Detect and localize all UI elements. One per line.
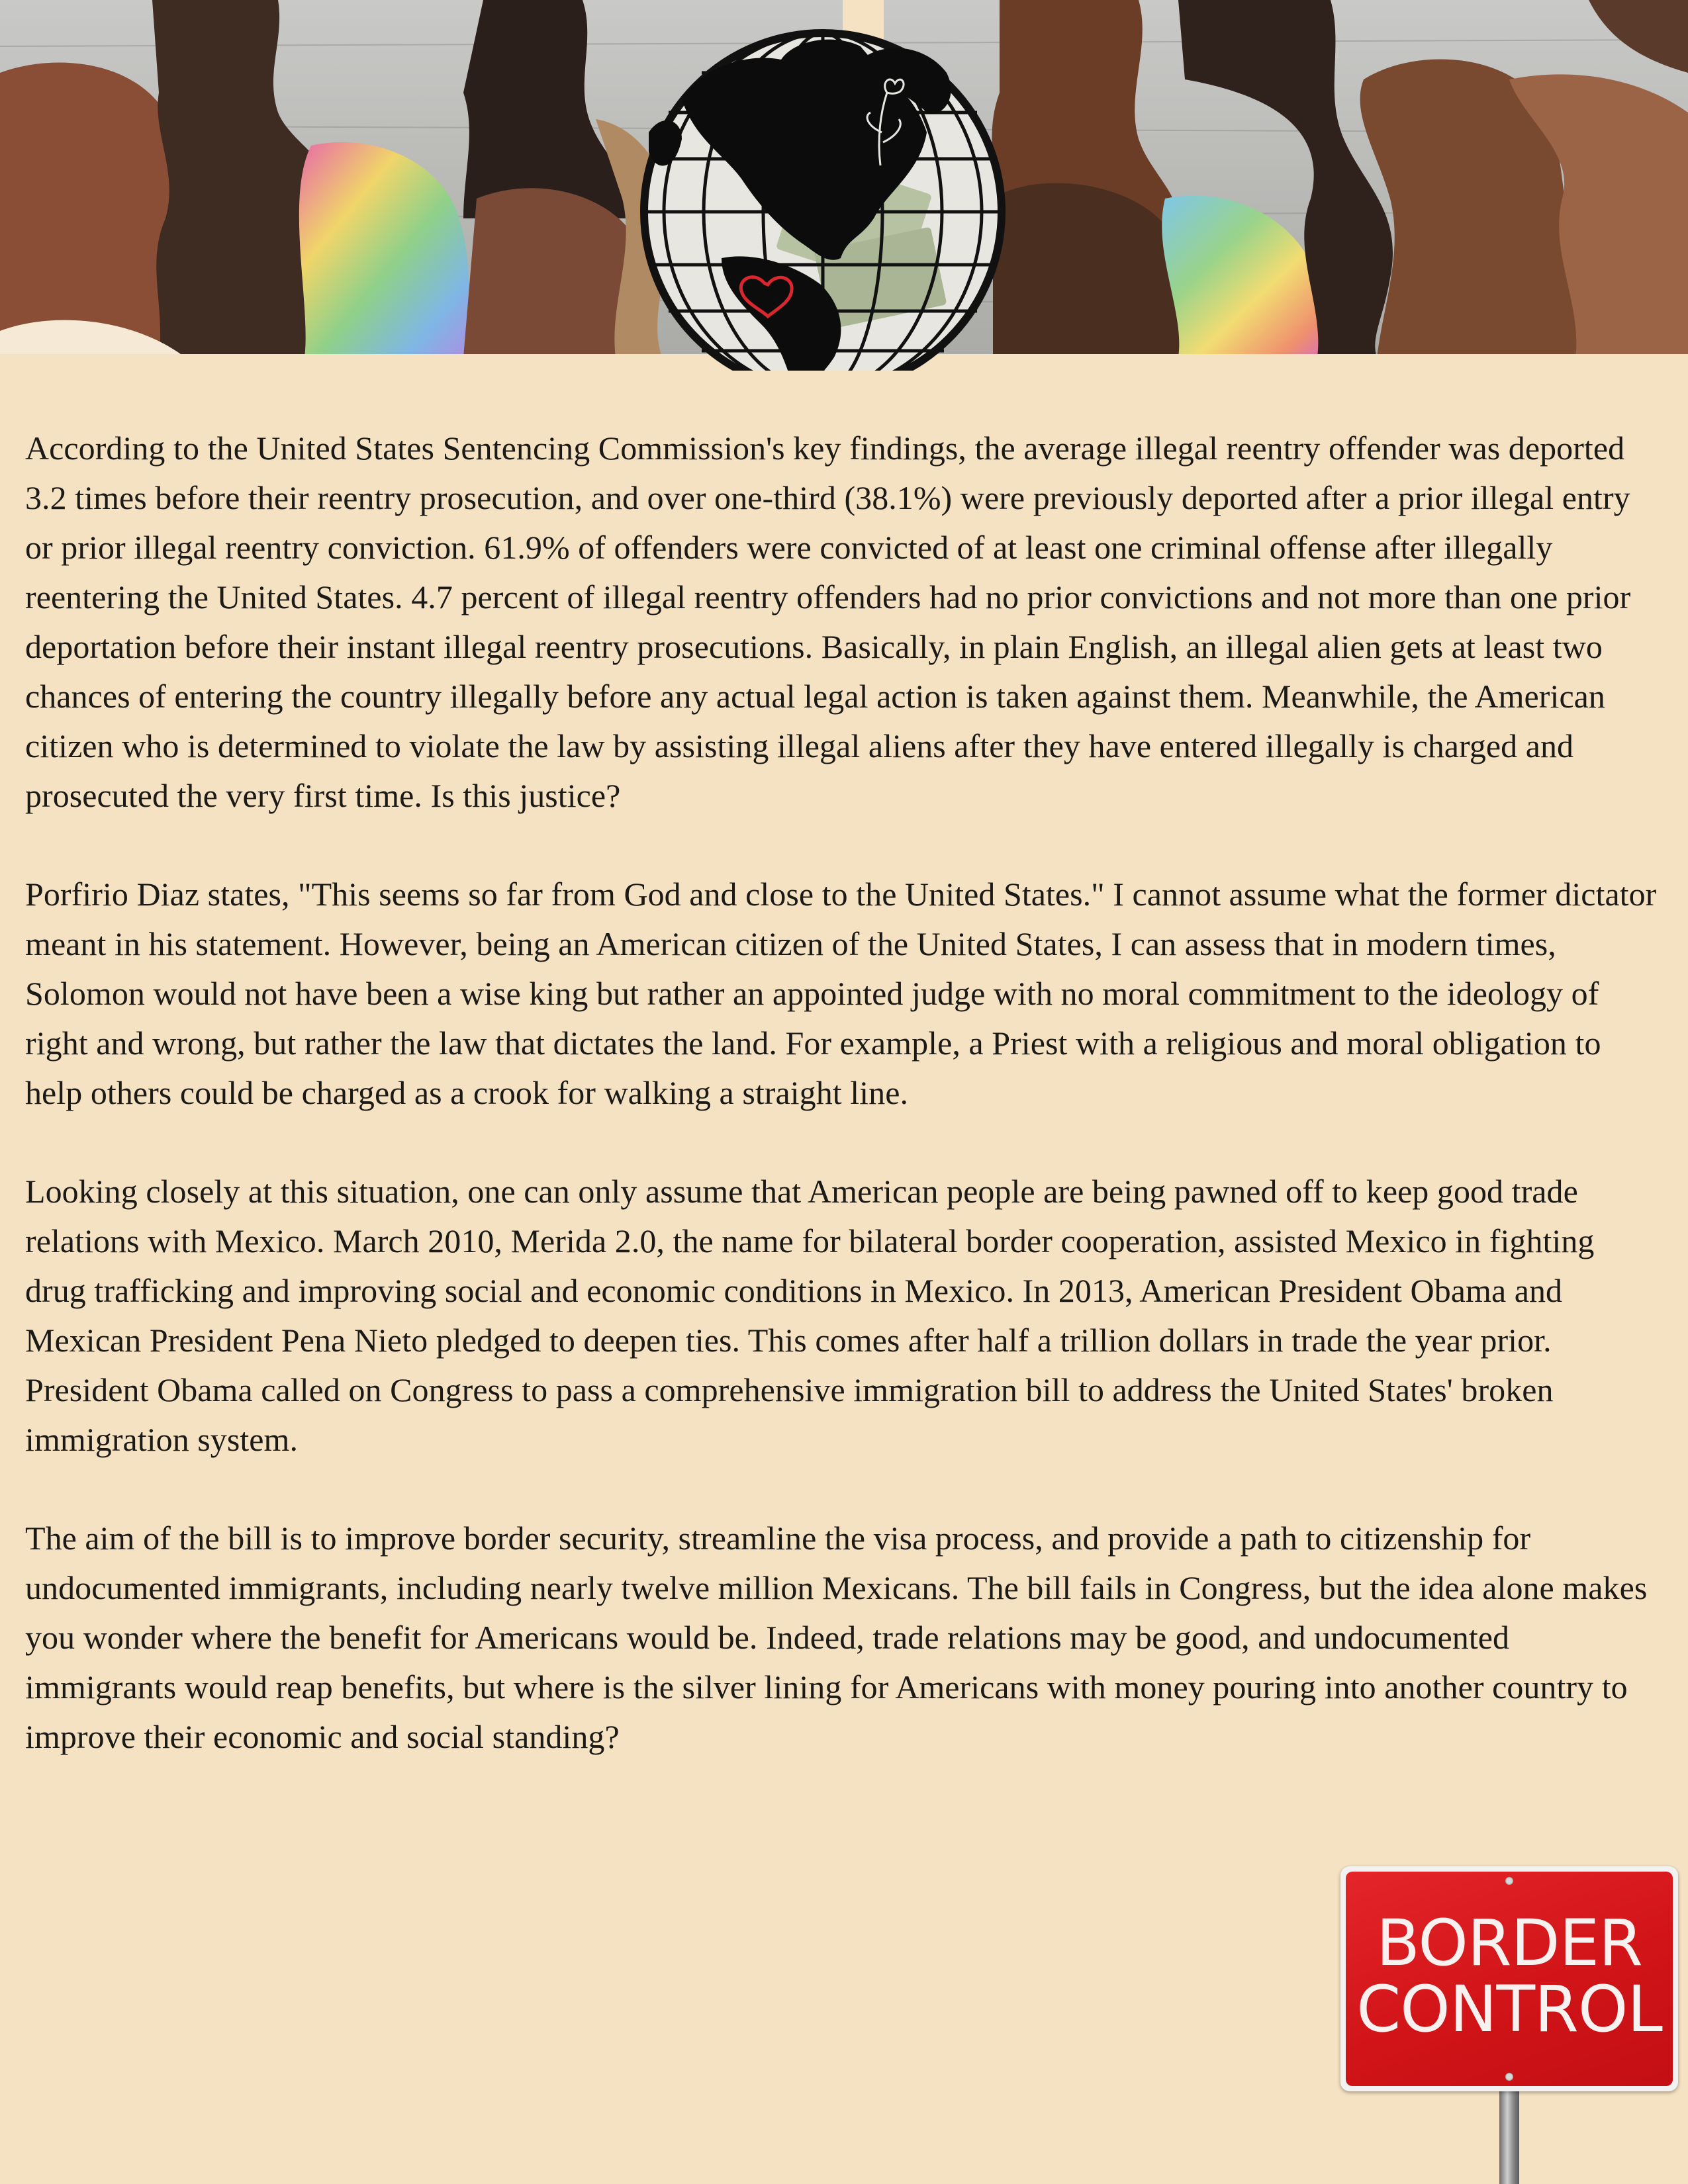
bolt-icon [1505, 2073, 1513, 2081]
sign-line-2: CONTROL [1356, 1972, 1662, 2046]
paragraph: According to the United States Sentencing Commission's key findings, the average illegal reentry offender was deported 3.2 times before their reentry prosecution, and over one-third (38.1%) were previously deported after a prior illegal entry or prior illegal reentry conviction. 61.9% of offenders were convicted of at least one criminal offense after illegally reentering the United States. 4.7 percent of illegal reentry offenders had no prior convictions and not more than one prior deportation before their instant illegal reentry prosecutions. Basically, in plain English, an illegal alien gets at least two chances of entering the country illegally before any actual legal action is taken against them. Meanwhile, the American citizen who is determined to violate the law by assisting illegal aliens after they have entered illegally is charged and prosecuted the very first time. Is this justice? [25, 430, 1631, 814]
sign-face [1346, 1872, 1673, 2086]
header-banner [0, 0, 1688, 371]
article-body [25, 424, 1660, 1811]
bolt-icon [1505, 1877, 1513, 1885]
paragraph: The aim of the bill is to improve border security, streamline the visa process, and provide a path to citizenship for undocumented immigrants, including nearly twelve million Mexicans. The bill fails in Congress, but the idea alone makes you wonder where the benefit for Americans would be. Indeed, trade relations may be good, and undocumented immigrants would reap benefits, but where is the silver lining for Americans with money pouring into another country to improve their economic and social standing? [25, 1520, 1648, 1755]
header-illustration [0, 0, 1688, 371]
border-control-sign [1340, 1866, 1678, 2184]
paragraph: Looking closely at this situation, one can only assume that American people are being pawned off to keep good trade relations with Mexico. March 2010, Merida 2.0, the name for bilateral border cooperation, assisted Mexico in fighting drug trafficking and improving social and economic conditions in Mexico. In 2013, American President Obama and Mexican President Pena Nieto pledged to deepen ties. This comes after half a trillion dollars in trade the year prior. President Obama called on Congress to pass a comprehensive immigration bill to address the United States' broken immigration system. [25, 1173, 1595, 1458]
sign-line-1: BORDER [1376, 1906, 1642, 1980]
sign-board [1340, 1866, 1678, 2091]
globe-icon [644, 33, 1002, 371]
paragraph: Porfirio Diaz states, "This seems so far from God and close to the United States." I cannot assume what the former dictator meant in his statement. However, being an American citizen of the United States, I can assess that in modern times, Solomon would not have been a wise king but rather an appointed judge with no moral commitment to the ideology of right and wrong, but rather the law that dictates the land. For example, a Priest with a religious and moral obligation to help others could be charged as a crook for walking a straight line. [25, 876, 1657, 1111]
